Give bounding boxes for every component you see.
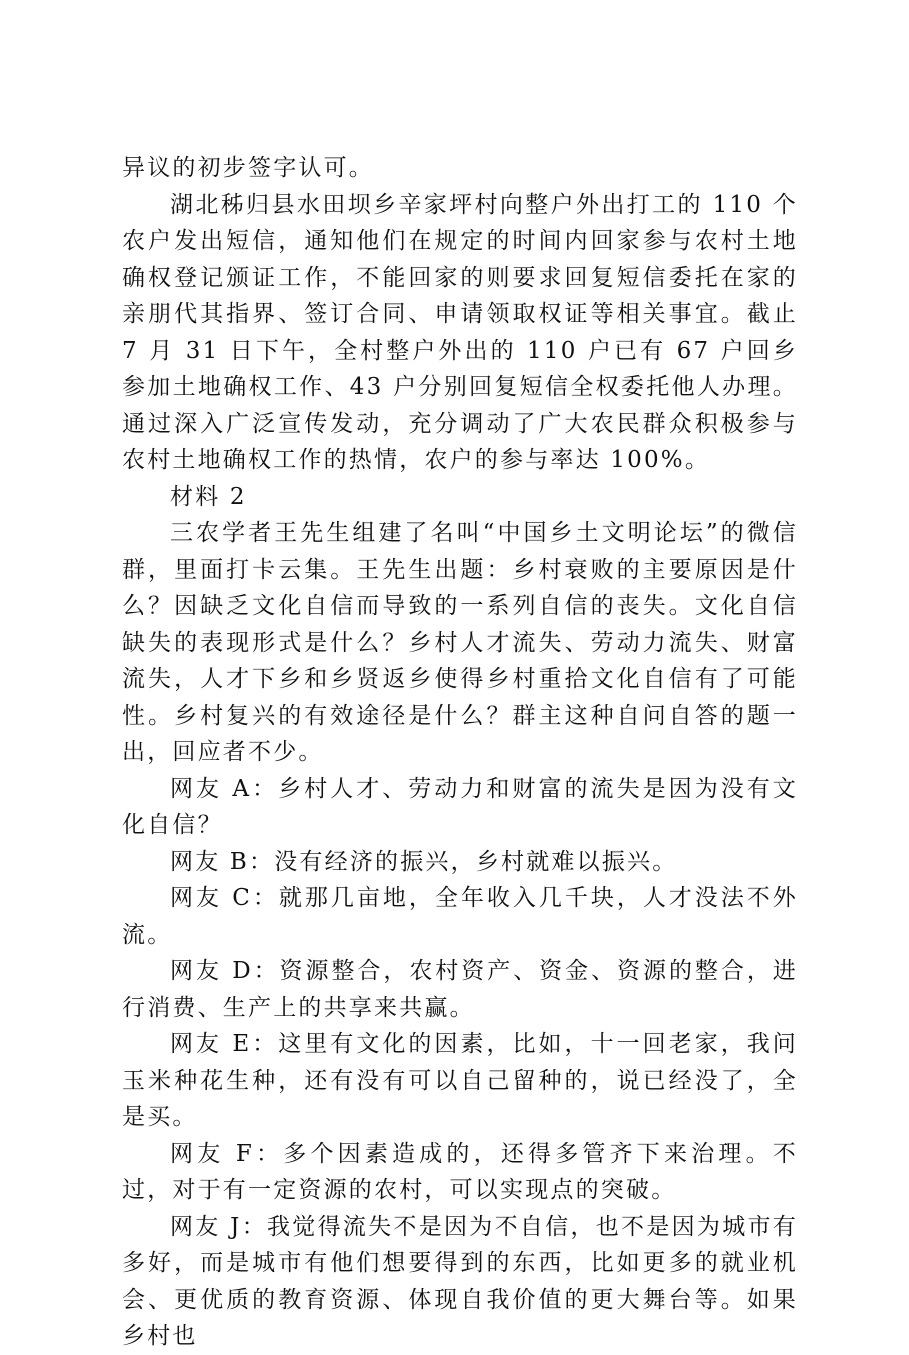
material-heading: 材料 2 — [170, 483, 247, 510]
paragraph-land-rights: 湖北秭归县水田坝乡辛家坪村向整户外出打工的 110 个农户发出短信，通知他们在规定的时间内回家参与农村土地确权登记颁证工作，不能回家的则要求回复短信委托在家的亲朋代其指界、签订合同、申请领取权证等相关事宜。截止 7 月 31 日下午，全村整户外出的 110 户已有 67 户回乡参加土地确权工作、43 户分别回复短信全权委托他人办理。通过深入广泛宣传发动，充分调动了广大农民群众积极参与农村土地确权工作的热情，农户的参与率达 100%。 — [122, 191, 798, 473]
comment-j: 网友 J：我觉得流失不是因为不自信，也不是因为城市有多好，而是城市有他们想要得到的东西，比如更多的就业机会、更优质的教育资源、体现自我价值的更大舞台等。如果乡村也 — [122, 1213, 798, 1349]
paragraph-wechat-group: 三农学者王先生组建了名叫“中国乡土文明论坛”的微信群，里面打卡云集。王先生出题：乡村衰败的主要原因是什么？因缺乏文化自信而导致的一系列自信的丧失。文化自信缺失的表现形式是什么？乡村人才流失、劳动力流失、财富流失，人才下乡和乡贤返乡使得乡村重拾文化自信有了可能性。乡村复兴的有效途径是什么？群主这种自问自答的题一出，回应者不少。 — [122, 520, 798, 765]
comment-c: 网友 C：就那几亩地，全年收入几千块，人才没法不外流。 — [122, 885, 798, 948]
comment-b: 网友 B：没有经济的振兴，乡村就难以振兴。 — [170, 848, 678, 875]
paragraph-continuation: 异议的初步签字认可。 — [122, 155, 374, 181]
comment-a: 网友 A：乡村人才、劳动力和财富的流失是因为没有文化自信？ — [122, 775, 798, 838]
body-text — [122, 150, 798, 1355]
comment-f: 网友 F：多个因素造成的，还得多管齐下来治理。不过，对于有一定资源的农村，可以实现点的突破。 — [122, 1140, 798, 1203]
comment-d: 网友 D：资源整合，农村资产、资金、资源的整合，进行消费、生产上的共享来共赢。 — [122, 958, 798, 1021]
comment-e: 网友 E：这里有文化的因素，比如，十一回老家，我问玉米种花生种，还有没有可以自己留种的，说已经没了，全是买。 — [122, 1031, 798, 1130]
